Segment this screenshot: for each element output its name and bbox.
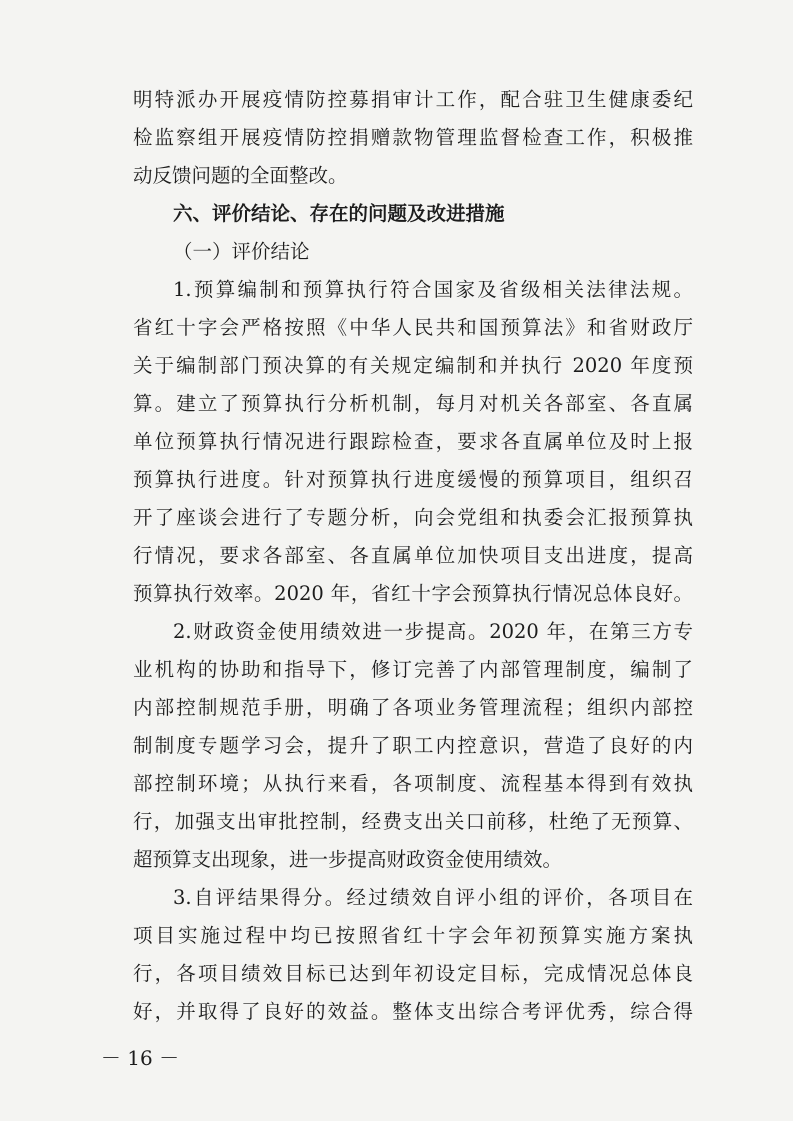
text-line: 2.财政资金使用绩效进一步提高。2020 年，在第三方专 — [173, 620, 693, 643]
text-line: 超预算支出现象，进一步提高财政资金使用绩效。 — [133, 848, 563, 871]
subsection-heading: （一）评价结论 — [173, 240, 310, 263]
text-line: 开了座谈会进行了专题分析，向会党组和执委会汇报预算执 — [133, 506, 693, 529]
text-line: 部控制环境；从执行来看，各项制度、流程基本得到有效执 — [133, 772, 693, 795]
text-line: 行，各项目绩效目标已达到年初设定目标，完成情况总体良 — [133, 962, 693, 985]
section-heading: 六、评价结论、存在的问题及改进措施 — [173, 202, 505, 225]
text-line: 检监察组开展疫情防控捐赠款物管理监督检查工作，积极推 — [133, 126, 693, 149]
text-line: 关于编制部门预决算的有关规定编制和并执行 2020 年度预 — [133, 354, 693, 377]
text-line: 行情况，要求各部室、各直属单位加快项目支出进度，提高 — [133, 544, 693, 567]
text-line: 单位预算执行情况进行跟踪检查，要求各直属单位及时上报 — [133, 430, 693, 453]
text-line: 算。建立了预算执行分析机制，每月对机关各部室、各直属 — [133, 392, 693, 415]
text-line: 制制度专题学习会，提升了职工内控意识，营造了良好的内 — [133, 734, 693, 757]
text-line: 行，加强支出审批控制，经费支出关口前移，杜绝了无预算、 — [133, 810, 693, 833]
text-line: 1.预算编制和预算执行符合国家及省级相关法律法规。 — [173, 278, 693, 301]
text-line: 预算执行进度。针对预算执行进度缓慢的预算项目，组织召 — [133, 468, 693, 491]
text-line: 业机构的协助和指导下，修订完善了内部管理制度，编制了 — [133, 658, 693, 681]
text-line: 动反馈问题的全面整改。 — [133, 164, 348, 187]
text-line: 内部控制规范手册，明确了各项业务管理流程；组织内部控 — [133, 696, 693, 719]
text-line: 好，并取得了良好的效益。整体支出综合考评优秀，综合得 — [133, 1000, 693, 1023]
page-number: － 16 － — [100, 1046, 180, 1070]
text-line: 项目实施过程中均已按照省红十字会年初预算实施方案执 — [133, 924, 693, 947]
text-line: 省红十字会严格按照《中华人民共和国预算法》和省财政厅 — [133, 316, 693, 339]
text-line: 3.自评结果得分。经过绩效自评小组的评价，各项目在 — [173, 886, 693, 909]
text-line: 预算执行效率。2020 年，省红十字会预算执行情况总体良好。 — [133, 582, 693, 605]
text-line: 明特派办开展疫情防控募捐审计工作，配合驻卫生健康委纪 — [133, 88, 693, 111]
